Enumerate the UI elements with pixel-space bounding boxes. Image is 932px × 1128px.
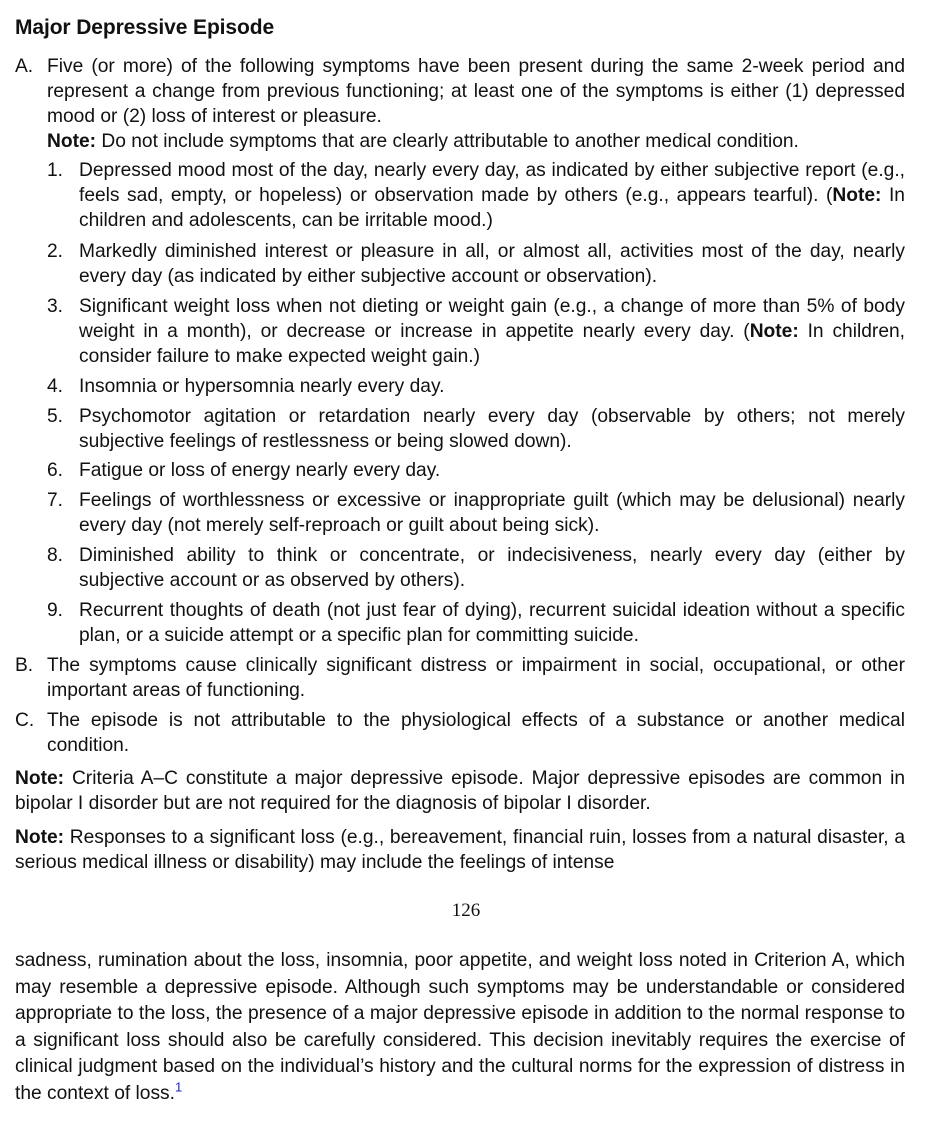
- note-paragraph: Note: Criteria A–C constitute a major depressive episode. Major depressive episodes are common in bipolar I disorder but are not required for the diagnosis of bipolar I disorder.: [15, 768, 905, 814]
- symptom-item: 6. Fatigue or loss of energy nearly every day.: [47, 460, 441, 481]
- note-label: Note:: [47, 131, 97, 152]
- section-title: Major Depressive Episode: [15, 16, 275, 39]
- criterion-c: [15, 708, 905, 758]
- symptom-item: 1. Depressed mood most of the day, nearly every day, as indicated by either subjective report (e.g., feels sad, empty, or hopeless) or observation made by others (e.g., appears tearful). (Note: In children and adolescents, can be irritable mood.): [47, 160, 905, 231]
- symptom-item: 4. Insomnia or hypersomnia nearly every day.: [47, 376, 445, 397]
- note-label: Note:: [15, 827, 65, 848]
- symptom-item: 3. Significant weight loss when not dieting or weight gain (e.g., a change of more than 5% of body weight in a month), or decrease or increase in appetite nearly every day. (Note: In children, consider failure to make expected weight gain.): [47, 296, 905, 367]
- footnote-link[interactable]: 1: [174, 1079, 183, 1095]
- criterion-label: B.: [15, 655, 34, 676]
- criterion-label: C.: [15, 710, 35, 731]
- symptom-item: 8. Diminished ability to think or concentrate, or indecisiveness, nearly every day (either by subjective account or as observed by others).: [47, 545, 905, 591]
- symptom-item: 5. Psychomotor agitation or retardation nearly every day (observable by others; not merely subjective feelings of restlessness or being slowed down).: [47, 406, 905, 452]
- symptom-item: 2. Markedly diminished interest or pleasure in all, or almost all, activities most of the day, nearly every day (as indicated by either subjective account or observation).: [47, 241, 905, 287]
- criterion-text: The episode is not attributable to the physiological effects of a substance or another medical condition.: [47, 710, 905, 756]
- criterion-text: The symptoms cause clinically significant distress or impairment in social, occupational, or other important areas of functioning.: [47, 655, 905, 701]
- note-label: Note:: [832, 185, 882, 206]
- symptom-item: 7. Feelings of worthlessness or excessive or inappropriate guilt (which may be delusional) nearly every day (not merely self-reproach or guilt about being sick).: [47, 490, 905, 536]
- symptom-item: 9. Recurrent thoughts of death (not just fear of dying), recurrent suicidal ideation without a specific plan, or a suicide attempt or a specific plan for committing suicide.: [47, 600, 905, 646]
- note-label: Note:: [749, 321, 799, 342]
- page-number: 126: [451, 900, 481, 921]
- note-label: Note:: [15, 768, 65, 789]
- continuation-paragraph: sadness, rumination about the loss, insomnia, poor appetite, and weight loss noted in Criterion A, which may resemble a depressive episode. Although such symptoms may be understandable or considered appropriate to the loss, the presence of a major depressive episode in addition to the normal response to a significant loss should also be carefully considered. This decision inevitably requires the exercise of clinical judgment based on the individual’s history and the cultural norms for the expression of distress in the context of loss.$^1$: [15, 950, 905, 1104]
- criterion-text: Five (or more) of the following symptoms have been present during the same 2-week period and represent a change from previous functioning; at least one of the symptoms is either (1) depressed mood or (2) loss of interest or pleasure. Note: Do not include symptoms that are clearly attributable to another medical condition.: [47, 56, 905, 152]
- criterion-a: [15, 54, 905, 154]
- note-paragraph: Note: Responses to a significant loss (e.g., bereavement, financial ruin, losses from a natural disaster, a serious medical illness or disability) may include the feelings of intense: [15, 827, 905, 873]
- criterion-label: A.: [15, 56, 34, 77]
- criterion-b: [15, 653, 905, 703]
